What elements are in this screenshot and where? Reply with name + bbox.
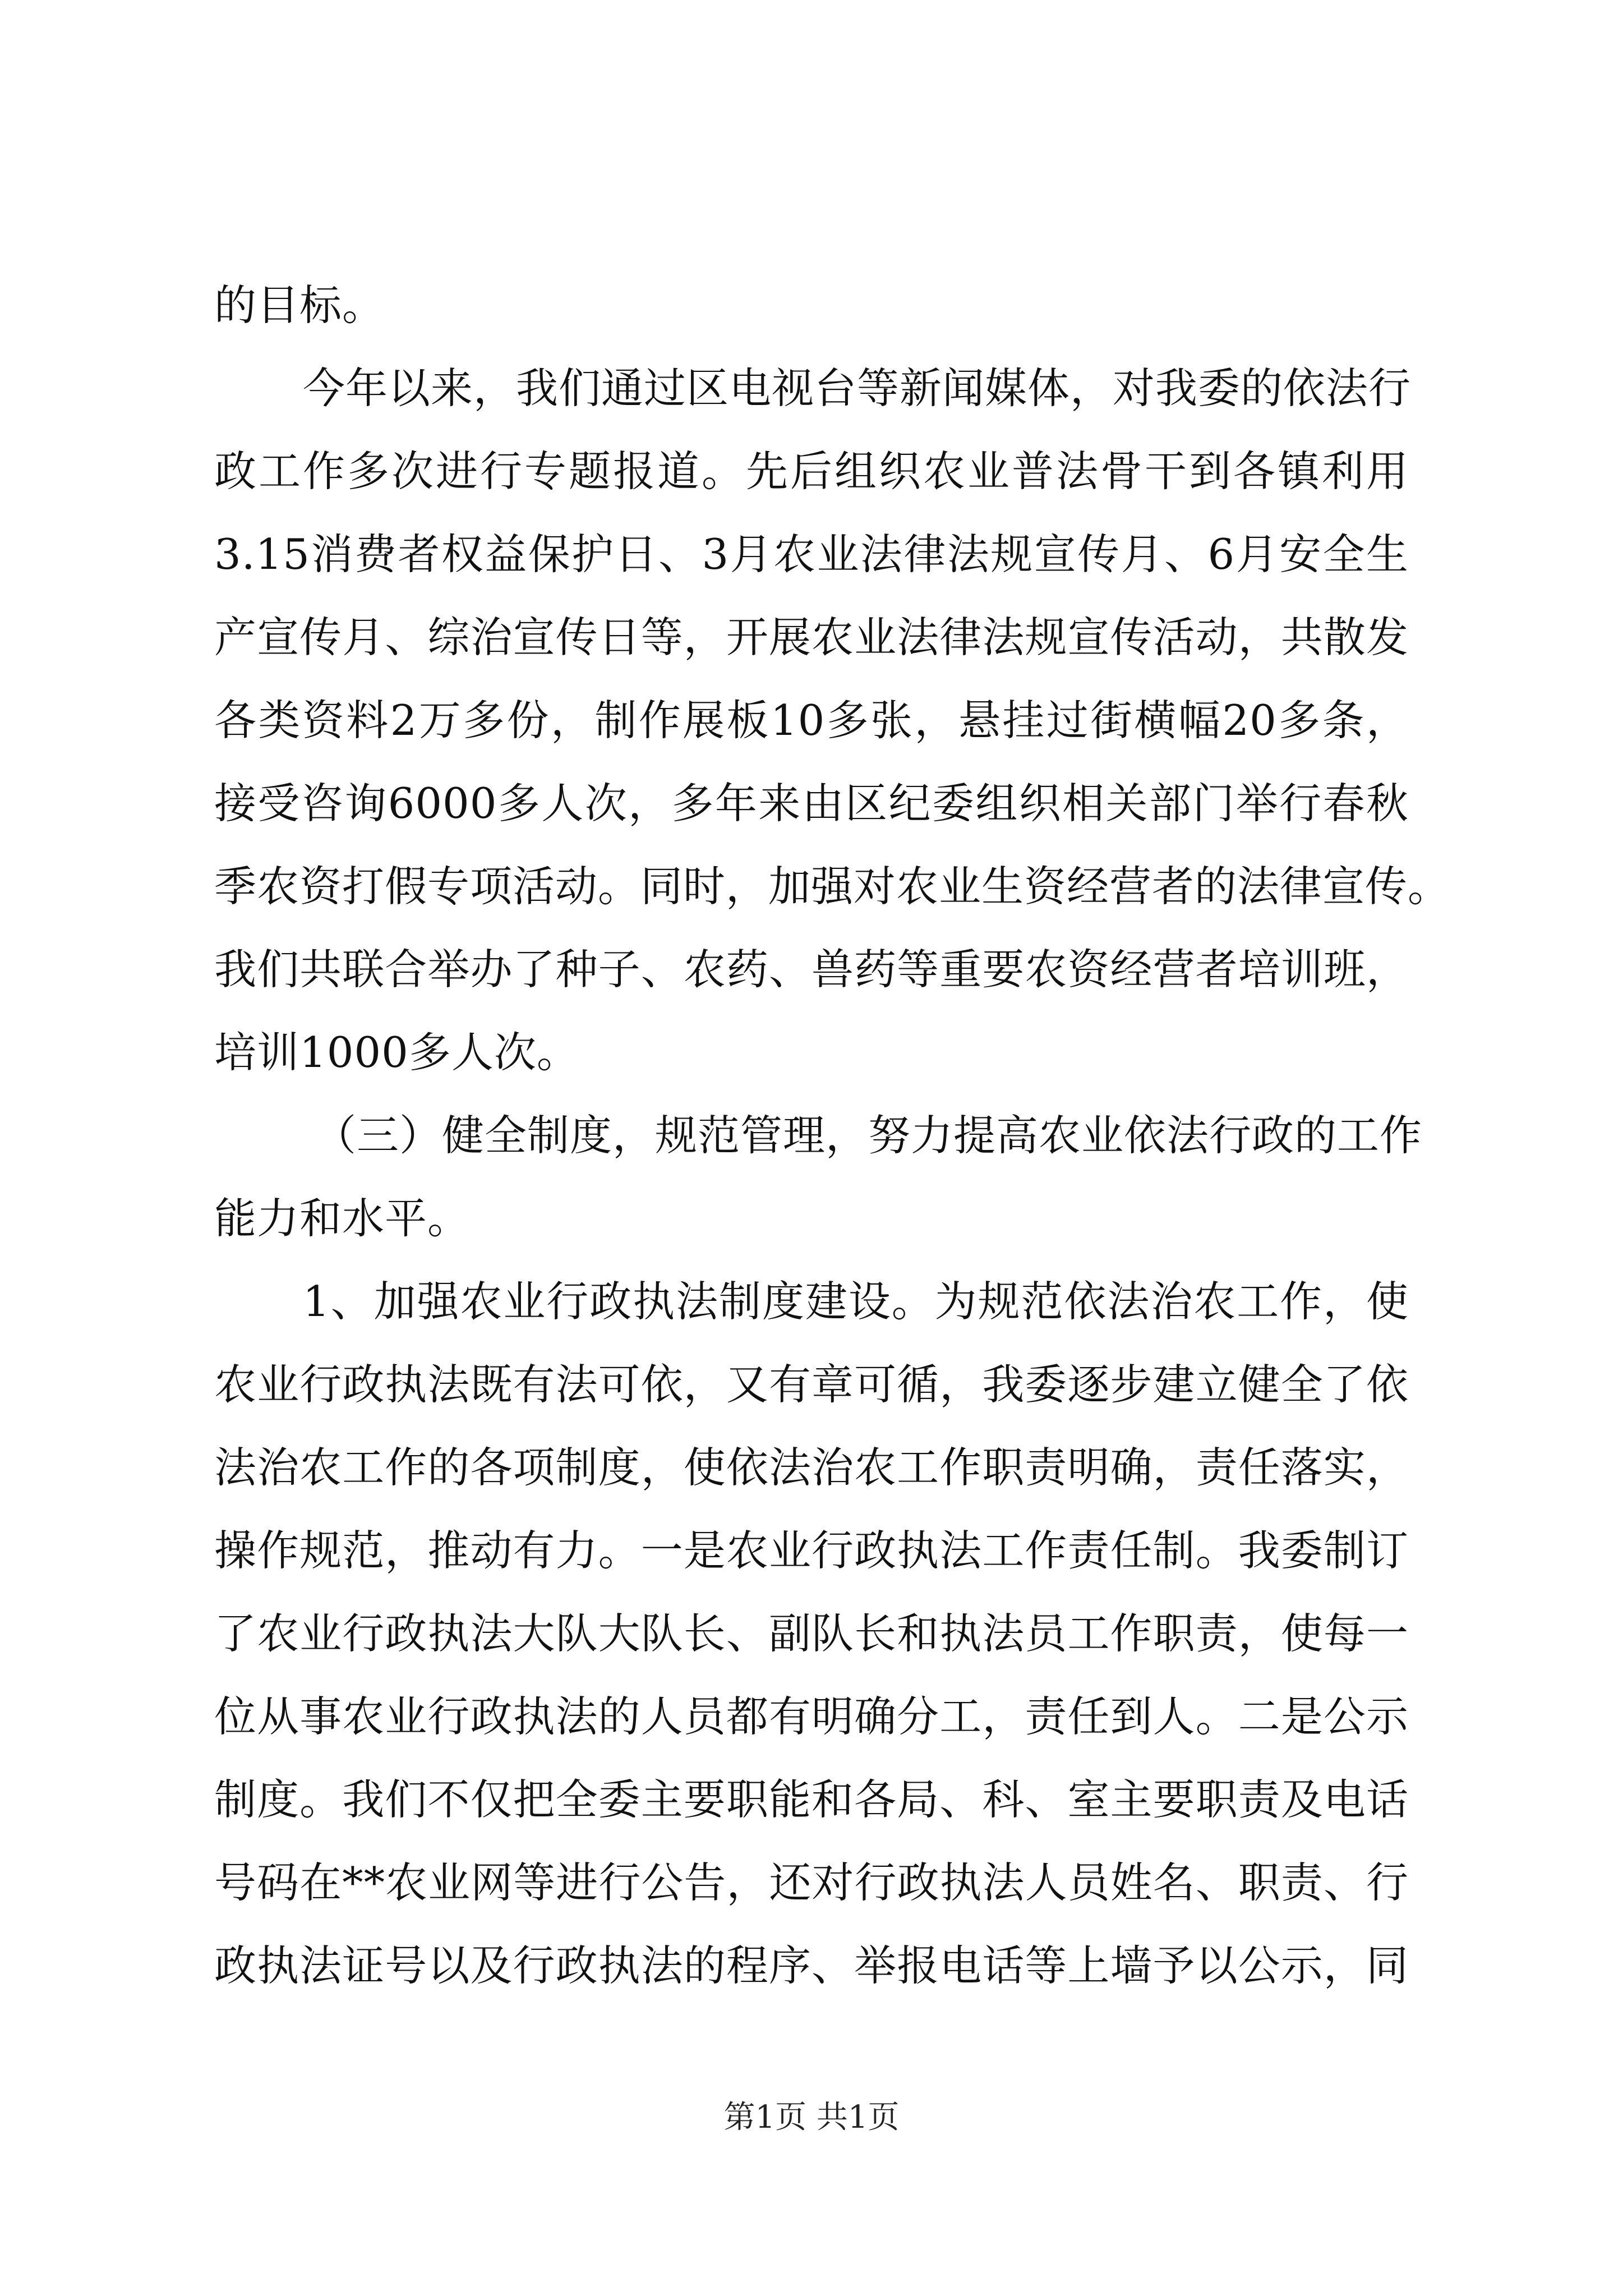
text-line: 接受咨询6000多人次，多年来由区纪委组织相关部门举行春秋	[214, 779, 1409, 828]
text-line: 3.15消费者权益保护日、3月农业法律法规宣传月、6月安全生	[214, 530, 1409, 579]
text-line: 我们共联合举办了种子、农药、兽药等重要农资经营者培训班，	[214, 945, 1409, 994]
section-heading-continued: 能力和水平。	[214, 1194, 471, 1243]
document-body	[214, 264, 1451, 2007]
text-line: 各类资料2万多份，制作展板10多张，悬挂过街横幅20多条，	[214, 696, 1409, 745]
text-line: 政工作多次进行专题报道。先后组织农业普法骨干到各镇利用	[214, 447, 1409, 496]
text-line: 1、加强农业行政执法制度建设。为规范依法治农工作，使	[303, 1277, 1409, 1326]
text-line: 法治农工作的各项制度，使依法治农工作职责明确，责任落实，	[214, 1443, 1409, 1492]
text-line: 农业行政执法既有法可依，又有章可循，我委逐步建立健全了依	[214, 1360, 1409, 1409]
text-line: 季农资打假专项活动。同时，加强对农业生资经营者的法律宣传。	[214, 862, 1451, 911]
text-line: 政执法证号以及行政执法的程序、举报电话等上墙予以公示，同	[214, 1941, 1409, 1990]
text-line: 培训1000多人次。	[214, 1028, 579, 1077]
text-line: 操作规范，推动有力。一是农业行政执法工作责任制。我委制订	[214, 1526, 1409, 1575]
text-line: 今年以来，我们通过区电视台等新闻媒体，对我委的依法行	[303, 364, 1412, 413]
text-line: 制度。我们不仅把全委主要职能和各局、科、室主要职责及电话	[214, 1775, 1409, 1824]
text-line: 了农业行政执法大队大队长、副队长和执法员工作职责，使每一	[214, 1609, 1409, 1658]
text-line: 号码在**农业网等进行公告，还对行政执法人员姓名、职责、行	[214, 1858, 1409, 1907]
text-line: 位从事农业行政执法的人员都有明确分工，责任到人。二是公示	[214, 1692, 1409, 1741]
text-line: 产宣传月、综治宣传日等，开展农业法律法规宣传活动，共散发	[214, 613, 1409, 662]
text-line: 的目标。	[214, 280, 385, 330]
page-footer	[0, 2098, 1623, 2137]
page-number: 第1页 共1页	[723, 2099, 900, 2136]
section-heading: （三）健全制度，规范管理，努力提高农业依法行政的工作	[314, 1111, 1423, 1160]
